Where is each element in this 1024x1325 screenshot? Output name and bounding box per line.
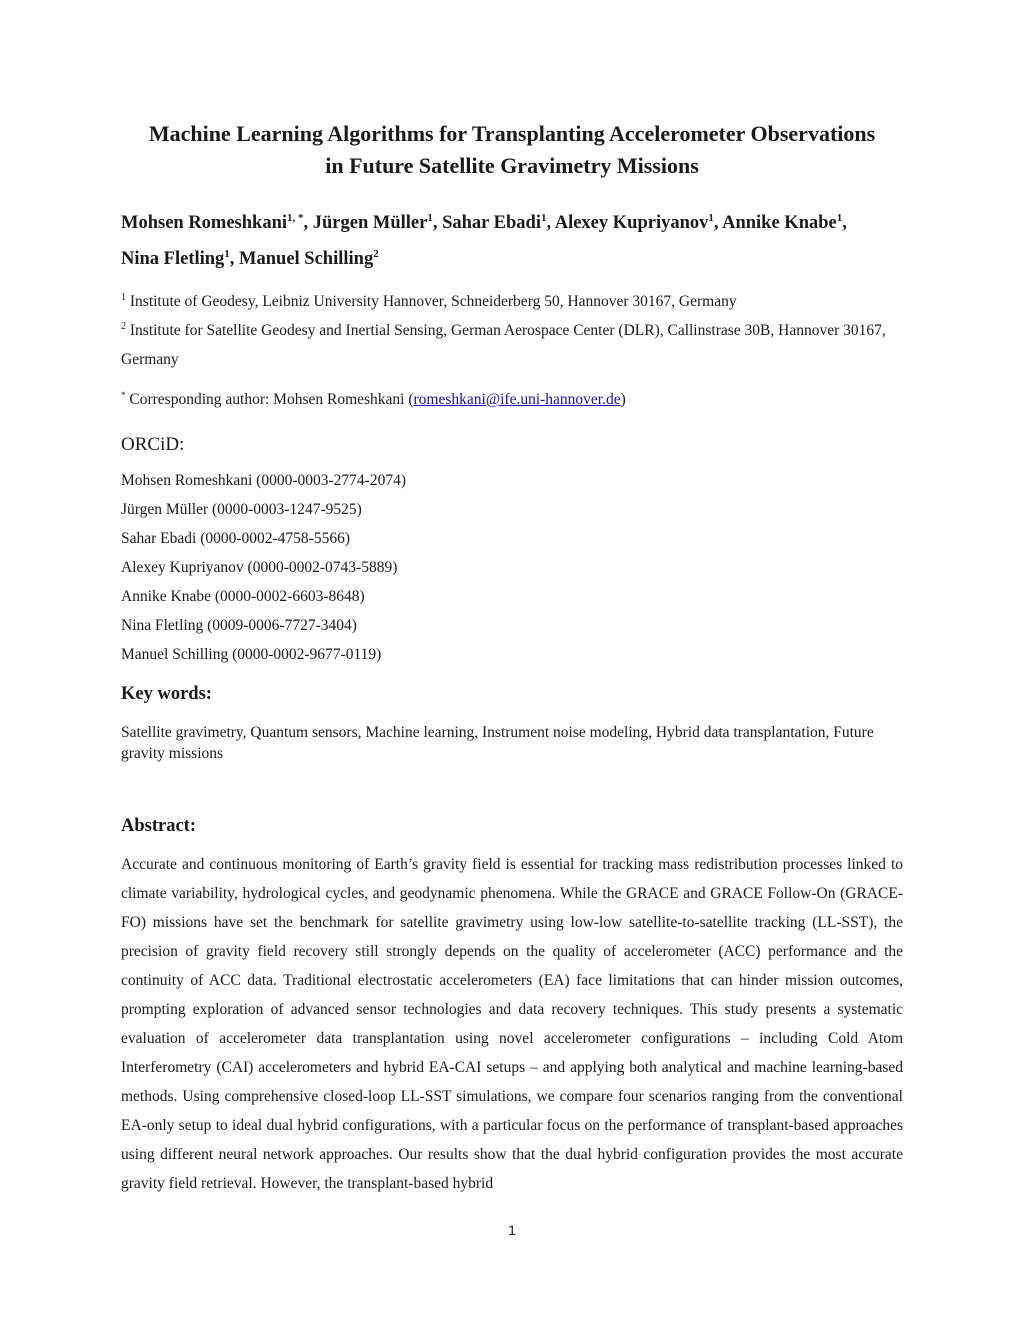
abstract-text: Accurate and continuous monitoring of Earth’s gravity field is essential for tracking mass redistribution processes linked to climate variability, hydrological cycles, and geodynamic phenomena. While the GRACE and GRACE Follow-On (GRACE-FO) missions have set the benchmark for satellite gravimetry using low-low satellite-to-satellite tracking (LL-SST), the precision of gravity field recovery still strongly depends on the quality of accelerometer (ACC) performance and the continuity of ACC data. Traditional electrostatic accelerometers (EA) face limitations that can hinder mission outcomes, prompting exploration of advanced sensor technologies and data recovery techniques. This study presents a systematic evaluation of accelerometer data transplantation using novel accelerometer configurations – including Cold Atom Interferometry (CAI) accelerometers and hybrid EA-CAI setups – and applying both analytical and machine learning-based methods. Using comprehensive closed-loop LL-SST simulations, we compare four scenarios ranging from the conventional EA-only setup to ideal dual hybrid configurations, with a particular focus on the performance of transplant-based approaches using different neural network approaches. Our results show that the dual hybrid configuration provides the most accurate gravity field retrieval. However, the transplant-based hybrid bbox=[121, 856, 903, 1192]
page-number: 1 bbox=[508, 1222, 516, 1238]
affiliation-2: $^2$ Institute for Satellite Geodesy and Inertial Sensing, German Aerospace Center (DLR), Callinstrase 30B, Hannover 30167, Germany bbox=[121, 320, 886, 368]
author: Manuel Schilling$^2$ bbox=[239, 247, 379, 269]
author: Nina Fletling$^1$, bbox=[121, 247, 240, 269]
orcid-heading: ORCiD: bbox=[121, 434, 185, 455]
orcid-list bbox=[121, 466, 406, 669]
orcid-entry: Manuel Schilling (0000-0002-9677-0119) bbox=[121, 646, 382, 663]
author: Sahar Ebadi$^1$, bbox=[442, 211, 555, 233]
keywords-heading: Key words: bbox=[121, 684, 212, 704]
orcid-entry: Sahar Ebadi (0000-0002-4758-5566) bbox=[121, 530, 351, 547]
orcid-entry: Annike Knabe (0000-0002-6603-8648) bbox=[121, 588, 365, 605]
orcid-entry: Alexey Kupriyanov (0000-0002-0743-5889) bbox=[121, 559, 398, 576]
affiliation-1: $^1$ Institute of Geodesy, Leibniz University Hannover, Schneiderberg 50, Hannover 30167, Germany bbox=[121, 291, 737, 310]
orcid-entry: Nina Fletling (0009-0006-7727-3404) bbox=[121, 617, 357, 634]
author: Alexey Kupriyanov$^1$, bbox=[554, 211, 723, 233]
author: Jürgen Müller$^1$, bbox=[312, 211, 443, 233]
orcid-entry: Mohsen Romeshkani (0000-0003-2774-2074) bbox=[121, 472, 406, 489]
author: Mohsen Romeshkani$^{1, *}$, bbox=[121, 211, 313, 233]
corresponding-author: * Corresponding author: Mohsen Romeshkani (romeshkani@ife.uni-hannover.de) bbox=[121, 390, 626, 409]
keywords-text: Satellite gravimetry, Quantum sensors, Machine learning, Instrument noise modeling, Hybrid data transplantation, Future gravity missions bbox=[121, 724, 874, 762]
title-line-1: Machine Learning Algorithms for Transplanting Accelerometer Observations bbox=[148, 121, 876, 146]
paper-title bbox=[100, 118, 924, 182]
email-link[interactable]: romeshkani@ife.uni-hannover.de bbox=[413, 391, 621, 409]
title-line-2: in Future Satellite Gravimetry Missions bbox=[325, 153, 699, 178]
author: Annike Knabe$^1$, bbox=[722, 211, 847, 233]
author-list bbox=[121, 205, 921, 277]
orcid-entry: Jürgen Müller (0000-0003-1247-9525) bbox=[121, 501, 362, 518]
abstract-heading: Abstract: bbox=[121, 816, 197, 836]
